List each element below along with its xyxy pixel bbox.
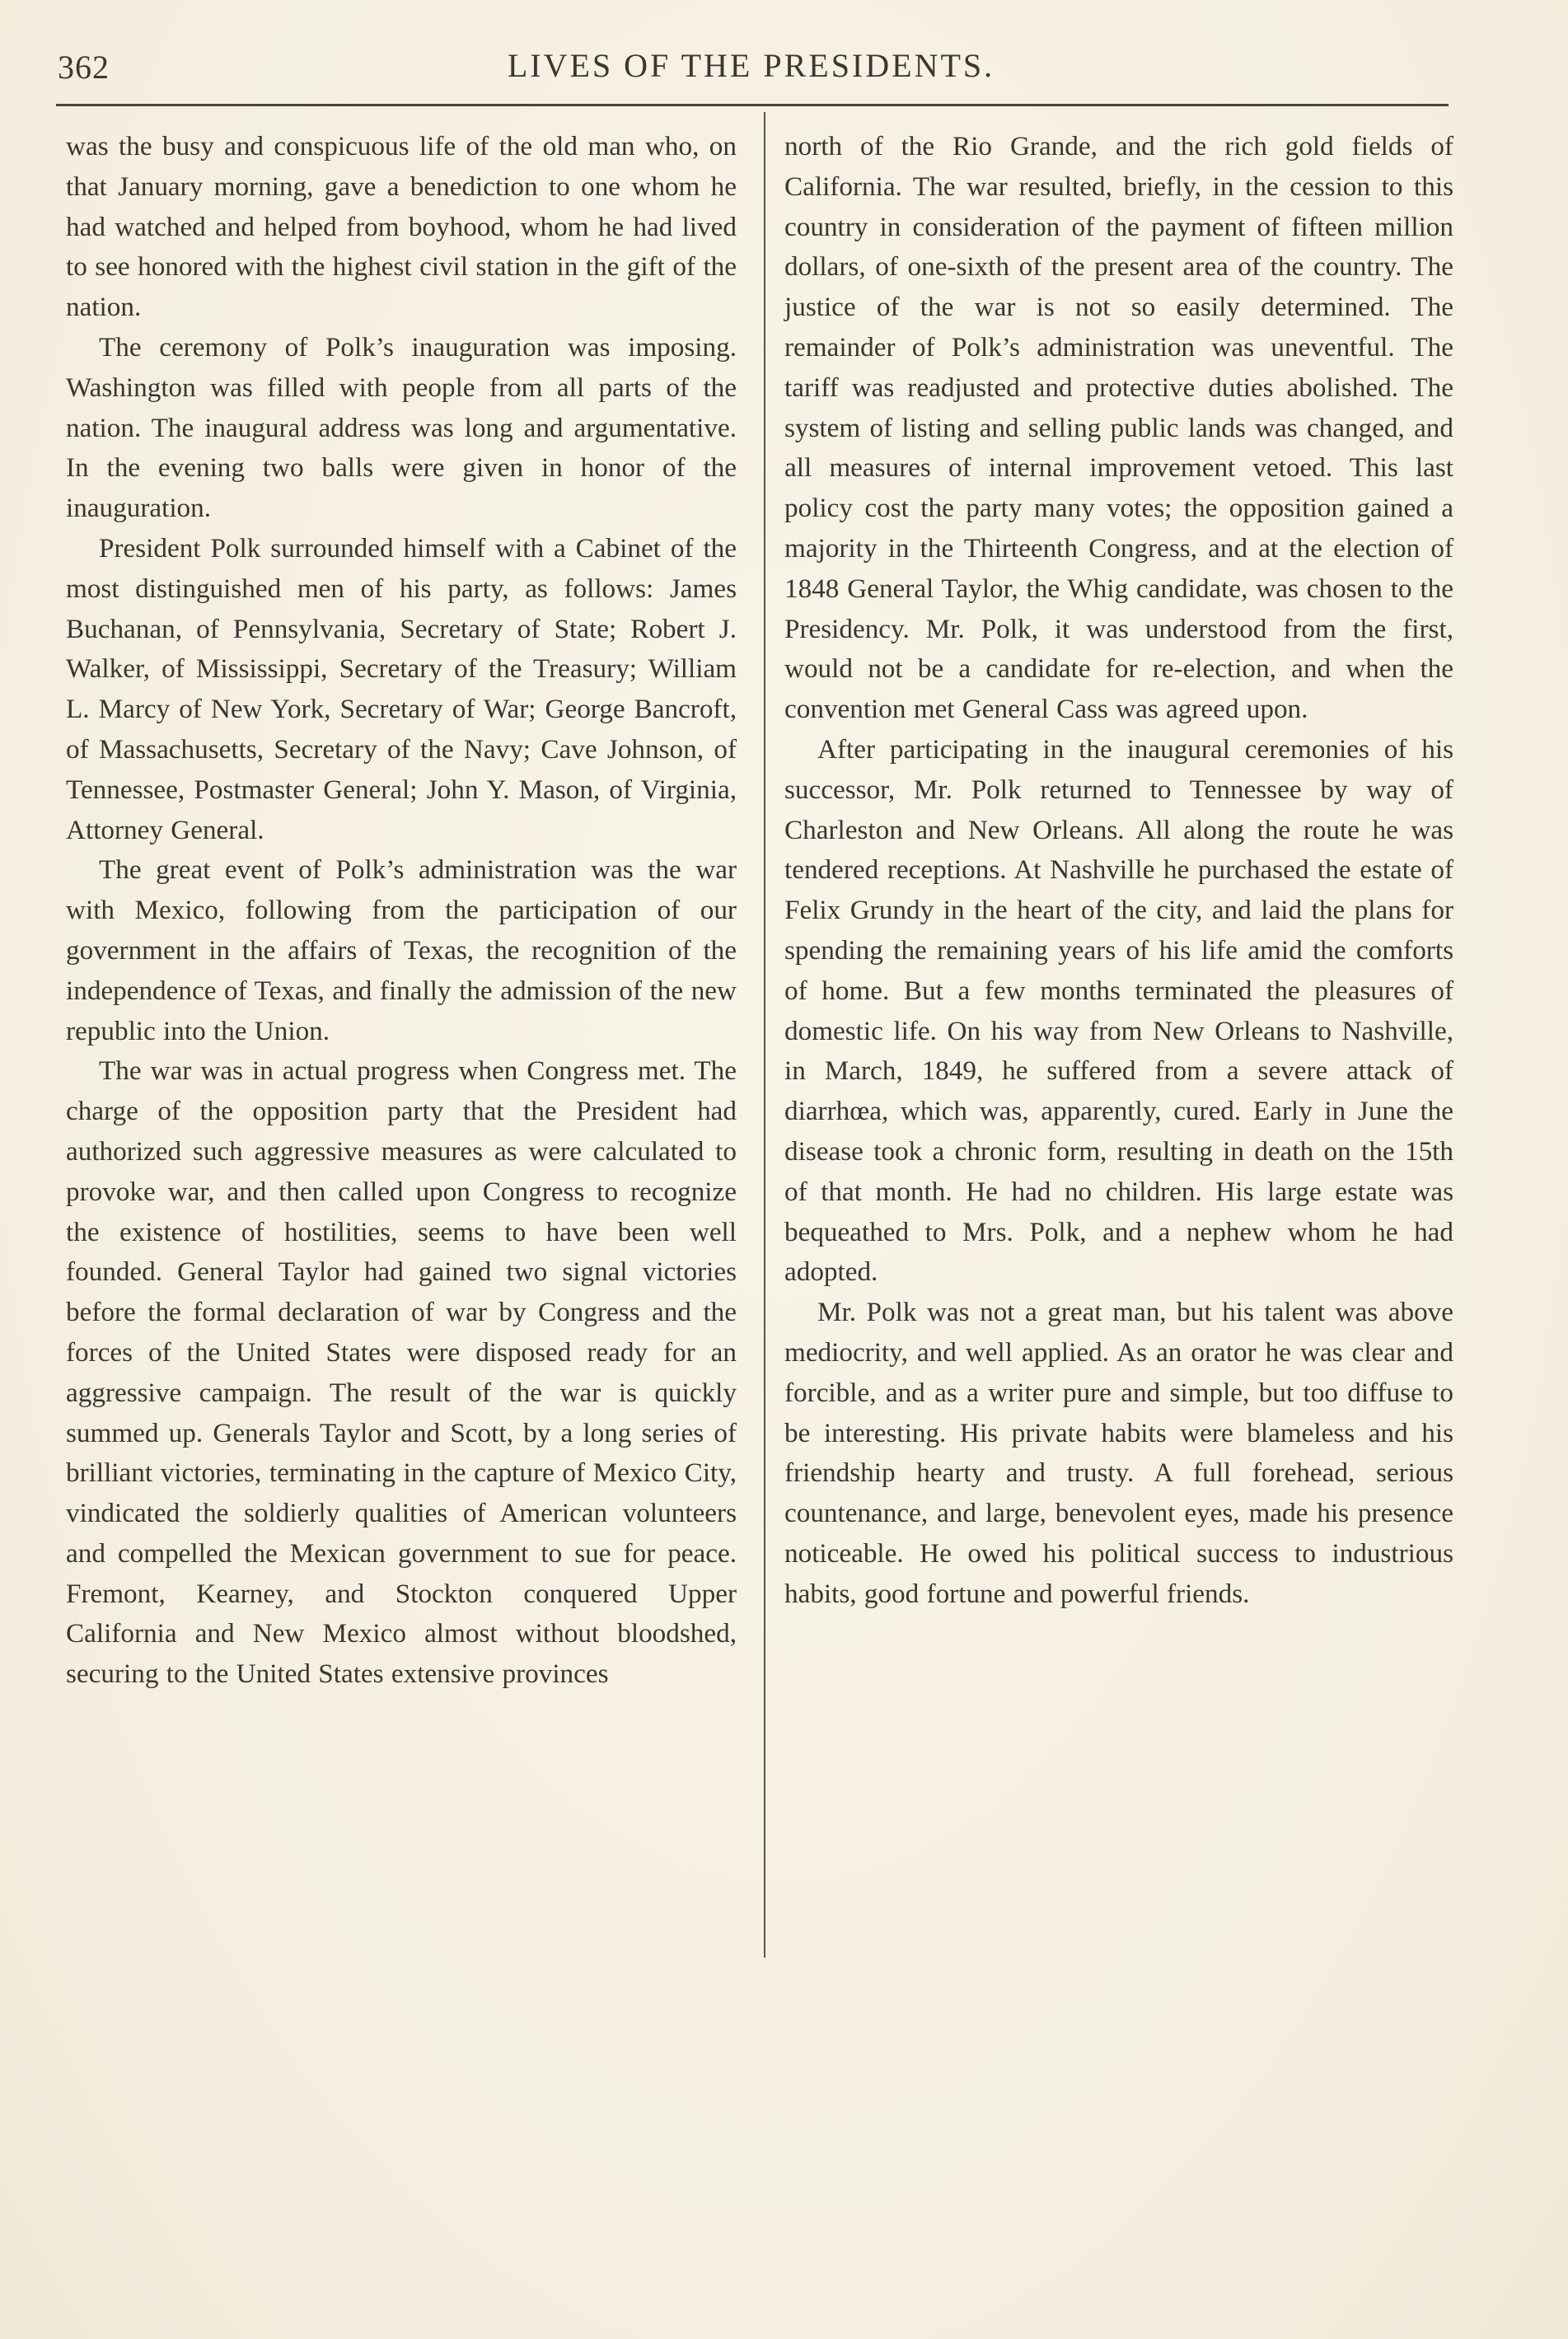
paragraph: The war was in actual progress when Congress met. The charge of the opposition party that the President had authorized such aggressive measures as were calculated to provoke war, and then called upon Congress to recognize the existence of hostilities, seems to have been well founded. General Taylor had gained two signal victories before the formal declaration of war by Congress and the forces of the United States were disposed ready for an aggressive campaign. The result of the war is quickly summed up. Generals Taylor and Scott, by a long series of brilliant victories, terminating in the capture of Mexico City, vindicated the soldierly qualities of American volunteers and compelled the Mexican government to sue for peace. Fremont, Kearney, and Stockton conquered Upper California and New Mexico almost without bloodshed, securing to the United States extensive provinces [66, 1055, 737, 1690]
paragraph: The ceremony of Polk’s inauguration was imposing. Washington was filled with people from all parts of the nation. The inaugural address was long and argumentative. In the evening two balls were given in honor of the inauguration. [66, 331, 737, 524]
header-rule [56, 104, 1449, 106]
right-column [784, 127, 1453, 1614]
left-column [66, 127, 737, 1695]
page-number: 362 [58, 49, 110, 86]
paragraph: Mr. Polk was not a great man, but his talent was above mediocrity, and well applied. As an orator he was clear and forcible, and as a writer pure and simple, but too diffuse to be interesting. His private habits were blameless and his friendship hearty and trusty. A full forehead, serious countenance, and large, benevolent eyes, made his presence noticeable. He owed his political success to industrious habits, good fortune and powerful friends. [784, 1297, 1453, 1609]
column-divider [764, 112, 765, 1958]
running-head: LIVES OF THE PRESIDENTS. [507, 47, 995, 84]
paragraph: was the busy and conspicuous life of the old man who, on that January morning, gave a benediction to one whom he had watched and helped from boyhood, whom he had lived to see honored with the highest civil station in the gift of the nation. [66, 131, 737, 323]
paragraph: After participating in the inaugural ceremonies of his successor, Mr. Polk returned to Tennessee by way of Charleston and New Orleans. All along the route he was tendered receptions. At Nashville he purchased the estate of Felix Grundy in the heart of the city, and laid the plans for spending the remaining years of his life amid the comforts of home. But a few months terminated the pleasures of domestic life. On his way from New Orleans to Nashville, in March, 1849, he suffered from a severe attack of diarrhœa, which was, apparently, cured. Early in June the disease took a chronic form, resulting in death on the 15th of that month. He had no children. His large estate was bequeathed to Mrs. Polk, and a nephew whom he had adopted. [784, 733, 1453, 1288]
page-header [58, 40, 1444, 97]
paragraph: north of the Rio Grande, and the rich gold fields of California. The war resulted, briefly, in the cession to this country in consideration of the payment of fifteen million dollars, of one-sixth of the present area of the country. The justice of the war is not so easily determined. The remainder of Polk’s administration was uneventful. The tariff was readjusted and protective duties abolished. The system of listing and selling public lands was changed, and all measures of internal improvement vetoed. This last policy cost the party many votes; the opposition gained a majority in the Thirteenth Congress, and at the election of 1848 General Taylor, the Whig candidate, was chosen to the Presidency. Mr. Polk, it was understood from the first, would not be a candidate for re-election, and when the convention met General Cass was agreed upon. [784, 131, 1453, 725]
paragraph: The great event of Polk’s administration was the war with Mexico, following from the participation of our government in the affairs of Texas, the recognition of the independence of Texas, and finally the admission of the new republic into the Union. [66, 854, 737, 1046]
paragraph: President Polk surrounded himself with a Cabinet of the most distinguished men of his party, as follows: James Buchanan, of Pennsylvania, Secretary of State; Robert J. Walker, of Mississippi, Secretary of the Treasury; William L. Marcy of New York, Secretary of War; George Bancroft, of Massachusetts, Secretary of the Navy; Cave Johnson, of Tennessee, Postmaster General; John Y. Mason, of Virginia, Attorney General. [66, 532, 737, 845]
